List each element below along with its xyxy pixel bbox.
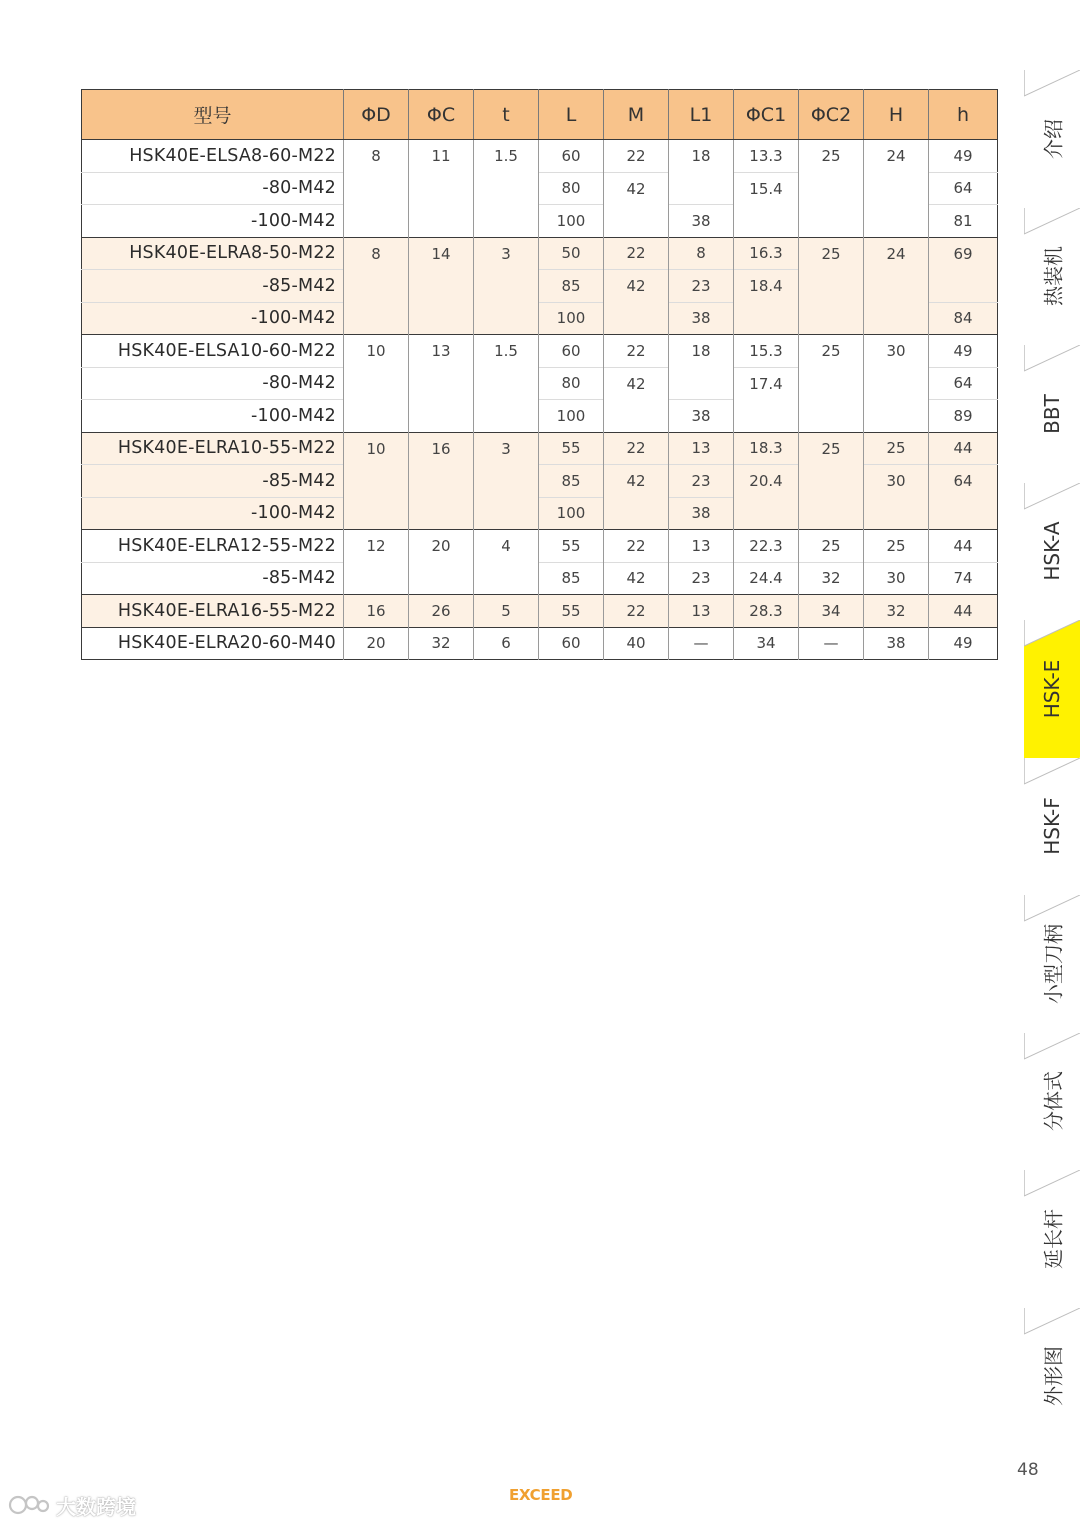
table-row [82, 140, 998, 173]
value-cell: 30 [864, 335, 929, 368]
model-cell: -85-M42 [82, 562, 344, 595]
side-tab-8[interactable] [1024, 1033, 1080, 1171]
value-cell: 22 [604, 432, 669, 465]
table-row [82, 627, 998, 660]
table-body [82, 140, 998, 660]
value-cell [799, 400, 864, 433]
side-tab-label: HSK-E [1040, 659, 1064, 719]
value-cell: 25 [799, 530, 864, 563]
value-cell: 42 [604, 270, 669, 303]
value-cell: 20 [409, 530, 474, 563]
header-h-10: h [929, 90, 998, 140]
value-cell [344, 205, 409, 238]
model-cell: -100-M42 [82, 400, 344, 433]
value-cell [474, 205, 539, 238]
model-cell: -100-M42 [82, 497, 344, 530]
value-cell: 38 [669, 205, 734, 238]
value-cell: — [799, 627, 864, 660]
value-cell: 89 [929, 400, 998, 433]
value-cell: 60 [539, 335, 604, 368]
value-cell: 3 [474, 432, 539, 465]
value-cell: 14 [409, 237, 474, 270]
value-cell [864, 172, 929, 205]
value-cell [799, 497, 864, 530]
value-cell: 24 [864, 237, 929, 270]
value-cell [604, 302, 669, 335]
value-cell [864, 400, 929, 433]
value-cell: 42 [604, 367, 669, 400]
model-cell: HSK40E-ELRA12-55-M22 [82, 530, 344, 563]
spec-table [81, 89, 998, 660]
value-cell: 38 [669, 400, 734, 433]
side-tab-3[interactable] [1024, 345, 1080, 483]
value-cell [864, 302, 929, 335]
model-cell: HSK40E-ELSA8-60-M22 [82, 140, 344, 173]
value-cell [344, 302, 409, 335]
value-cell [474, 367, 539, 400]
value-cell: 74 [929, 562, 998, 595]
model-cell: -85-M42 [82, 270, 344, 303]
side-tab-4[interactable] [1024, 483, 1080, 621]
header-l-4: L [539, 90, 604, 140]
value-cell: 49 [929, 335, 998, 368]
value-cell [474, 172, 539, 205]
value-cell: 12 [344, 530, 409, 563]
value-cell: 6 [474, 627, 539, 660]
value-cell: 23 [669, 562, 734, 595]
table-row [82, 530, 998, 563]
value-cell: 1.5 [474, 335, 539, 368]
value-cell: 13 [669, 595, 734, 628]
value-cell [734, 400, 799, 433]
value-cell: 22 [604, 530, 669, 563]
value-cell [344, 400, 409, 433]
table-header-row [82, 90, 998, 140]
value-cell: 20 [344, 627, 409, 660]
value-cell: 38 [669, 302, 734, 335]
value-cell: 16 [344, 595, 409, 628]
value-cell [799, 205, 864, 238]
value-cell [409, 302, 474, 335]
value-cell: 85 [539, 270, 604, 303]
side-tab-label: HSK-F [1040, 797, 1064, 855]
header-d-1: ΦD [344, 90, 409, 140]
value-cell [604, 205, 669, 238]
value-cell [409, 497, 474, 530]
header-model: 型号 [82, 90, 344, 140]
value-cell: 25 [799, 237, 864, 270]
table-row [82, 367, 998, 400]
value-cell [734, 497, 799, 530]
watermark-text: 大数跨境 [56, 1494, 136, 1519]
value-cell: 18 [669, 335, 734, 368]
model-cell: HSK40E-ELRA10-55-M22 [82, 432, 344, 465]
value-cell: 32 [799, 562, 864, 595]
value-cell: 17.4 [734, 367, 799, 400]
value-cell: 80 [539, 367, 604, 400]
header-c1-7: ΦC1 [734, 90, 799, 140]
value-cell [344, 270, 409, 303]
value-cell: 81 [929, 205, 998, 238]
value-cell [344, 497, 409, 530]
value-cell [474, 400, 539, 433]
value-cell [799, 367, 864, 400]
value-cell: 25 [864, 432, 929, 465]
value-cell [864, 367, 929, 400]
value-cell: 34 [799, 595, 864, 628]
value-cell [474, 270, 539, 303]
value-cell: 49 [929, 140, 998, 173]
value-cell: 55 [539, 595, 604, 628]
watermark [8, 1492, 136, 1518]
value-cell: 38 [864, 627, 929, 660]
side-tab-label: HSK-A [1040, 521, 1064, 581]
value-cell [409, 367, 474, 400]
value-cell [864, 497, 929, 530]
model-cell: -80-M42 [82, 367, 344, 400]
table-row [82, 432, 998, 465]
value-cell: 50 [539, 237, 604, 270]
value-cell: 60 [539, 627, 604, 660]
value-cell: 15.4 [734, 172, 799, 205]
value-cell: 20.4 [734, 465, 799, 498]
table-row [82, 497, 998, 530]
header-t-3: t [474, 90, 539, 140]
side-tab-label: 外形图 [1041, 1346, 1066, 1407]
value-cell: 18 [669, 140, 734, 173]
value-cell: 34 [734, 627, 799, 660]
value-cell [799, 270, 864, 303]
table-row [82, 595, 998, 628]
value-cell [799, 172, 864, 205]
value-cell [344, 465, 409, 498]
value-cell: 44 [929, 530, 998, 563]
value-cell: 84 [929, 302, 998, 335]
model-cell: HSK40E-ELRA16-55-M22 [82, 595, 344, 628]
brand-logo: EXCEED [509, 1486, 573, 1504]
value-cell: 49 [929, 627, 998, 660]
model-cell: HSK40E-ELSA10-60-M22 [82, 335, 344, 368]
value-cell: 22 [604, 595, 669, 628]
value-cell: 15.3 [734, 335, 799, 368]
value-cell [344, 562, 409, 595]
value-cell: 1.5 [474, 140, 539, 173]
table-row [82, 237, 998, 270]
value-cell: 44 [929, 432, 998, 465]
value-cell: 10 [344, 335, 409, 368]
value-cell: 24.4 [734, 562, 799, 595]
value-cell: 22 [604, 237, 669, 270]
value-cell [669, 172, 734, 205]
value-cell: 25 [799, 335, 864, 368]
value-cell [799, 302, 864, 335]
value-cell: 40 [604, 627, 669, 660]
side-tab-1[interactable] [1024, 70, 1080, 208]
side-tab-label: 延长杆 [1041, 1208, 1066, 1269]
value-cell [344, 367, 409, 400]
page-number: 48 [1017, 1460, 1039, 1480]
header-c-2: ΦC [409, 90, 474, 140]
value-cell: 55 [539, 530, 604, 563]
value-cell: 69 [929, 237, 998, 270]
value-cell [734, 205, 799, 238]
value-cell: 100 [539, 400, 604, 433]
value-cell: 8 [344, 140, 409, 173]
value-cell: 26 [409, 595, 474, 628]
value-cell: 42 [604, 562, 669, 595]
value-cell [344, 172, 409, 205]
side-tab-10[interactable] [1024, 1308, 1080, 1446]
value-cell: 32 [864, 595, 929, 628]
side-tab-label: 介绍 [1041, 118, 1066, 159]
watermark-logo-icon [8, 1492, 52, 1518]
value-cell: 85 [539, 465, 604, 498]
side-tab-9[interactable] [1024, 1170, 1080, 1308]
value-cell: 60 [539, 140, 604, 173]
value-cell: 42 [604, 172, 669, 205]
value-cell [409, 400, 474, 433]
table-row [82, 400, 998, 433]
value-cell [864, 205, 929, 238]
header-c2-8: ΦC2 [799, 90, 864, 140]
table-row [82, 270, 998, 303]
table-row [82, 562, 998, 595]
table-row [82, 465, 998, 498]
value-cell: 38 [669, 497, 734, 530]
value-cell: 5 [474, 595, 539, 628]
value-cell: 25 [799, 140, 864, 173]
header-h-9: H [864, 90, 929, 140]
value-cell: 100 [539, 497, 604, 530]
value-cell [474, 302, 539, 335]
value-cell: — [669, 627, 734, 660]
model-cell: HSK40E-ELRA20-60-M40 [82, 627, 344, 660]
value-cell: 100 [539, 302, 604, 335]
value-cell: 18.3 [734, 432, 799, 465]
value-cell [669, 367, 734, 400]
value-cell: 64 [929, 172, 998, 205]
model-cell: HSK40E-ELRA8-50-M22 [82, 237, 344, 270]
value-cell: 3 [474, 237, 539, 270]
value-cell: 55 [539, 432, 604, 465]
side-tab-label: BBT [1040, 393, 1064, 434]
table-row [82, 205, 998, 238]
value-cell: 42 [604, 465, 669, 498]
table-row [82, 302, 998, 335]
value-cell: 13.3 [734, 140, 799, 173]
value-cell [734, 302, 799, 335]
side-tab-label: 分体式 [1041, 1071, 1066, 1132]
value-cell: 32 [409, 627, 474, 660]
value-cell [604, 400, 669, 433]
value-cell: 22.3 [734, 530, 799, 563]
value-cell: 13 [409, 335, 474, 368]
value-cell [474, 562, 539, 595]
value-cell: 85 [539, 562, 604, 595]
value-cell [409, 562, 474, 595]
value-cell [929, 270, 998, 303]
value-cell [474, 497, 539, 530]
side-tab-7[interactable] [1024, 895, 1080, 1033]
value-cell: 25 [799, 432, 864, 465]
value-cell: 22 [604, 335, 669, 368]
value-cell: 24 [864, 140, 929, 173]
value-cell: 16.3 [734, 237, 799, 270]
header-l1-6: L1 [669, 90, 734, 140]
section-side-nav [1024, 70, 1080, 1445]
value-cell [864, 270, 929, 303]
value-cell: 22 [604, 140, 669, 173]
value-cell: 25 [864, 530, 929, 563]
value-cell: 8 [669, 237, 734, 270]
value-cell [409, 270, 474, 303]
value-cell [474, 465, 539, 498]
table-row [82, 335, 998, 368]
value-cell: 4 [474, 530, 539, 563]
value-cell: 11 [409, 140, 474, 173]
model-cell: -100-M42 [82, 205, 344, 238]
side-tab-5[interactable] [1024, 620, 1080, 758]
header-m-5: M [604, 90, 669, 140]
value-cell: 23 [669, 465, 734, 498]
value-cell: 64 [929, 465, 998, 498]
model-cell: -80-M42 [82, 172, 344, 205]
value-cell: 80 [539, 172, 604, 205]
value-cell: 30 [864, 562, 929, 595]
model-cell: -100-M42 [82, 302, 344, 335]
value-cell: 100 [539, 205, 604, 238]
side-tab-label: 小型刀柄 [1041, 923, 1066, 1004]
value-cell: 64 [929, 367, 998, 400]
value-cell [929, 497, 998, 530]
value-cell: 8 [344, 237, 409, 270]
value-cell [409, 465, 474, 498]
value-cell: 28.3 [734, 595, 799, 628]
table-row [82, 172, 998, 205]
value-cell: 10 [344, 432, 409, 465]
value-cell: 13 [669, 432, 734, 465]
side-tab-6[interactable] [1024, 758, 1080, 896]
value-cell: 23 [669, 270, 734, 303]
value-cell [409, 172, 474, 205]
model-cell: -85-M42 [82, 465, 344, 498]
value-cell: 16 [409, 432, 474, 465]
value-cell [409, 205, 474, 238]
value-cell: 30 [864, 465, 929, 498]
value-cell: 44 [929, 595, 998, 628]
value-cell [604, 497, 669, 530]
side-tab-label: 热装机 [1041, 246, 1066, 307]
value-cell: 18.4 [734, 270, 799, 303]
value-cell: 13 [669, 530, 734, 563]
value-cell [799, 465, 864, 498]
side-tab-2[interactable] [1024, 208, 1080, 346]
